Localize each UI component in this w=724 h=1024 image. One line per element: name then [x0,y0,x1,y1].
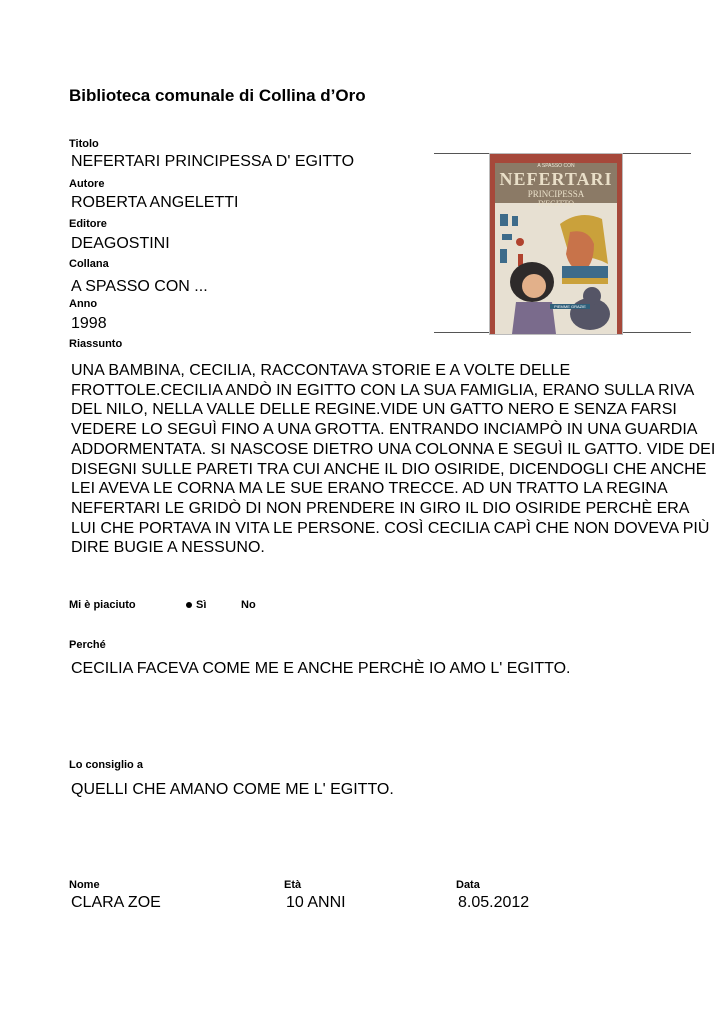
anno-label: Anno [69,298,98,310]
cover-title-line2: PRINCIPESSA [527,189,585,199]
eta-value: 10 ANNI [286,894,346,911]
rating-no-option[interactable]: No [241,599,256,611]
cover-publisher-logo: PIEMME GRAZIE [550,304,590,309]
editore-label: Editore [69,218,107,230]
perche-label: Perché [69,639,106,651]
data-label: Data [456,879,480,891]
rating-yes-option[interactable] [186,599,206,611]
anno-value: 1998 [71,315,107,332]
selected-radio-icon [186,602,192,608]
cover-title-line1: NEFERTARI [499,169,613,189]
collana-label: Collana [69,258,109,270]
eta-label: Età [284,879,302,891]
cover-title-line3: D'EGITTO [538,199,574,208]
autore-value: ROBERTA ANGELETTI [71,194,239,211]
consiglio-label: Lo consiglio a [69,759,143,771]
autore-label: Autore [69,178,105,190]
cover-series-text: A SPASSO CON [537,163,575,169]
riassunto-text: UNA BAMBINA, CECILIA, RACCONTAVA STORIE E A VOLTE DELLE FROTTOLE.CECILIA ANDÒ IN EGITTO CON LA SUA FAMIGLIA, ERANO SULLA RIVA DEL NILO, NELLA VALLE DELLE REGINE.VIDE UN GATTO NERO E SENZA FARSI VEDERE LO SEGUÌ FINO A UNA GROTTA. ENTRANDO INCIAMPÒ IN UNA GUARDIA ADDORMENTATA. SI NASCOSE DIETRO UNA COLONNA E SEGUÌ IL GATTO. VIDE DEI DISEGNI SULLE PARETI TRA CUI ANCHE IL DIO OSIRIDE, DICENDOGLI CHE ANCHE LEI AVEVA LE CORNA MA LE SUE ERANO TRECCE. AD UN TRATTO LA REGINA NEFERTARI LE GRIDÒ DI NON PRENDERE IN GIRO IL DIO OSIRIDE PERCHÈ ERA LUI CHE PORTAVA IN VITA LE PERSONE. COSÌ CECILIA CAPÌ CHE NON DOVEVA PIÙ DIRE BUGIE A NESSUNO. [71,362,716,557]
titolo-label: Titolo [69,138,99,150]
page-title: Biblioteca comunale di Collina d’Oro [69,86,366,105]
perche-value: CECILIA FACEVA COME ME E ANCHE PERCHÈ IO AMO L' EGITTO. [71,660,571,677]
titolo-value: NEFERTARI PRINCIPESSA D' EGITTO [71,153,355,170]
rating-yes-label: Sì [196,599,207,611]
collana-value: A SPASSO CON ... [71,278,208,295]
rating-label: Mi è piaciuto [69,599,136,611]
nome-label: Nome [69,879,100,891]
riassunto-label: Riassunto [69,338,123,350]
book-cover-image [489,153,623,335]
nome-value: CLARA ZOE [71,894,161,911]
editore-value: DEAGOSTINI [71,235,170,252]
data-value: 8.05.2012 [458,894,530,911]
consiglio-value: QUELLI CHE AMANO COME ME L' EGITTO. [71,781,394,798]
